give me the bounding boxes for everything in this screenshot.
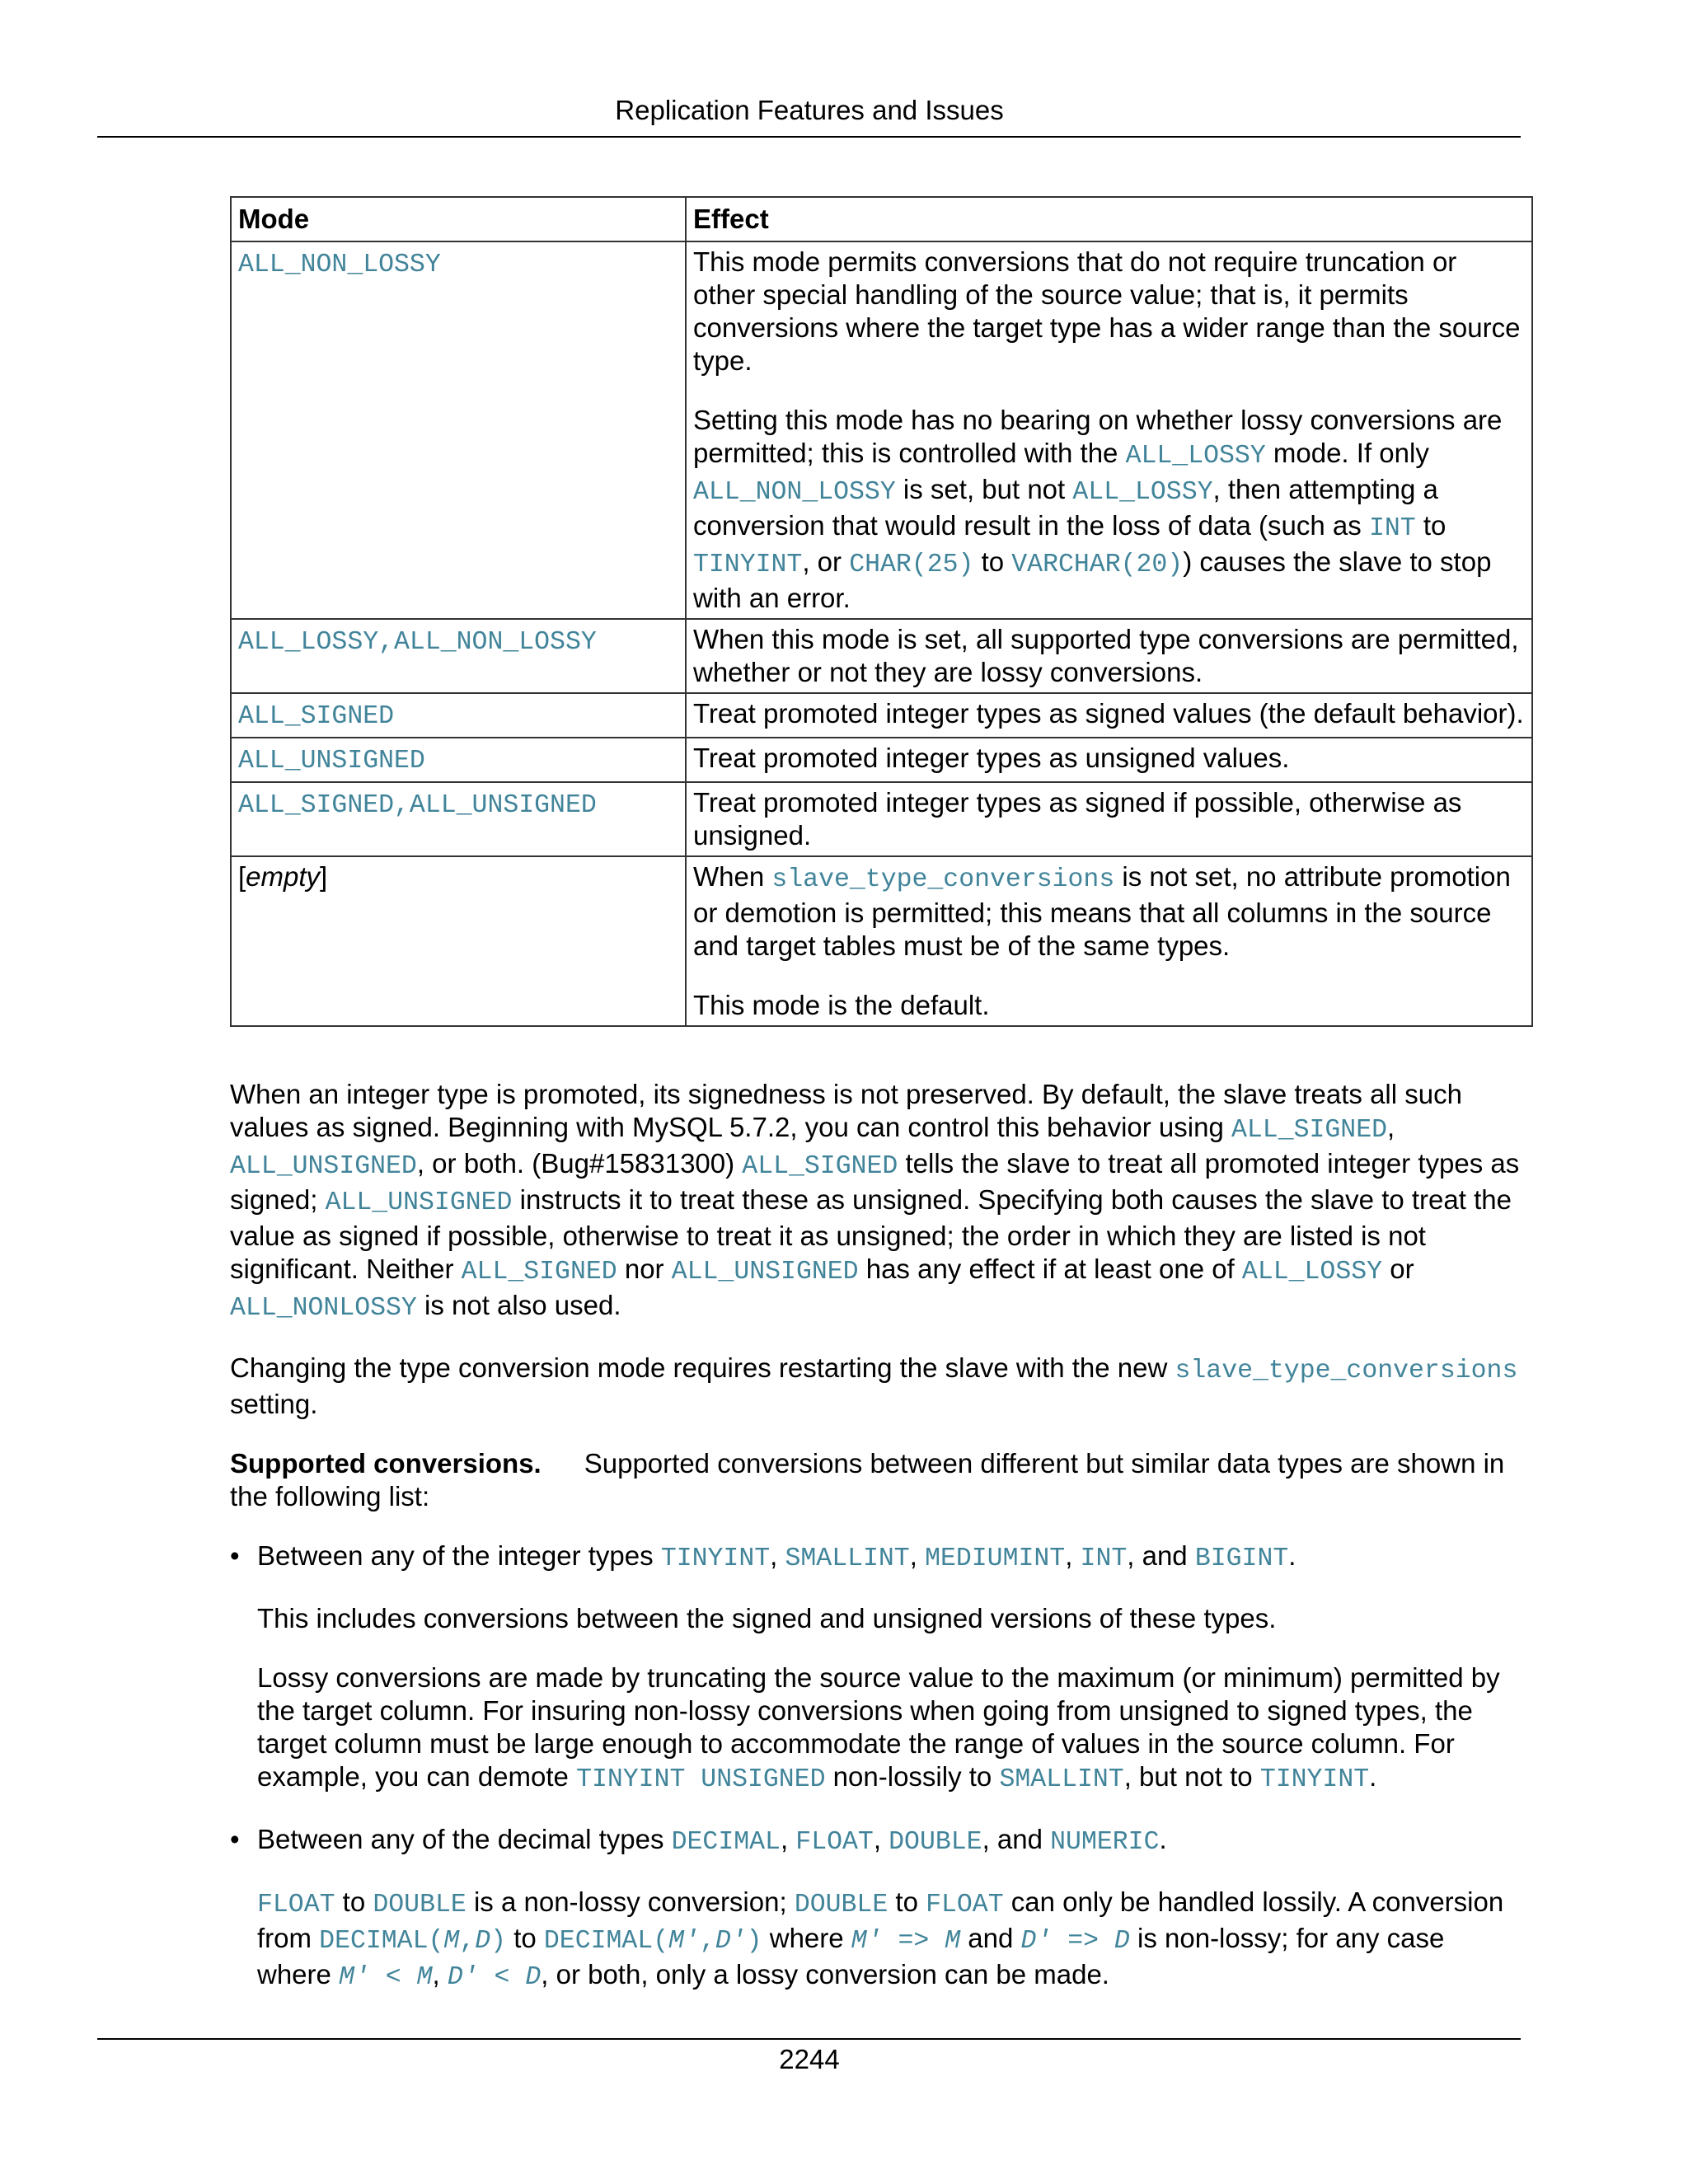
table-row (231, 856, 1532, 1026)
code-literal: ALL_LOSSY (1072, 478, 1213, 507)
code-literal: TINYINT UNSIGNED (576, 1765, 826, 1794)
list-item: • Between any of the decimal types DECIMAL, FLOAT, DOUBLE, and NUMERIC. FLOAT to DOUBLE is a non-lossy conversion; DOUBLE to FLOAT can only be handled lossily. A conversion from DECIMAL(M,D) to DECIMAL(M',D') where M' => M and D' => D is non-lossy; for any case where M' < M, D' < D, or both, only a lossy conversion can be made. (230, 1823, 1526, 1994)
paragraph-signedness: When an integer type is promoted, its signedness is not preserved. By default, the slave treats all such values as signed. Beginning with MySQL 5.7.2, you can control this behavior using ALL_SIGNED, ALL_UNSIGNED, or both. (Bug#15831300) ALL_SIGNED tells the slave to treat all promoted integer types as signed; ALL_UNSIGNED instructs it to treat these as unsigned. Specifying both causes the slave to treat the value as signed if possible, otherwise to treat it as unsigned; the order in which they are listed is not significant. Neither ALL_SIGNED nor ALL_UNSIGNED has any effect if at least one of ALL_LOSSY or ALL_NONLOSSY is not also used. (230, 1079, 1520, 1323)
code-literal: TINYINT (660, 1544, 771, 1573)
code-literal: M' < M (339, 1963, 433, 1992)
mode-cell (231, 782, 686, 856)
code-literal: MEDIUMINT (925, 1544, 1066, 1573)
column-header-effect: Effect (686, 197, 1532, 241)
code-literal: FLOAT (795, 1828, 874, 1857)
code-literal: DOUBLE (373, 1891, 467, 1919)
bullet-icon: • (230, 1540, 240, 1571)
code-literal: ALL_UNSIGNED (230, 1152, 417, 1181)
effect-text: Setting this mode has no bearing on whether lossy conversions are permitted; this is controlled with the ALL_LOSSY mode. If only ALL_NON_LOSSY is set, but not ALL_LOSSY, then attempting a conversion that would result in the loss of data (such as INT to TINYINT, or CHAR(25) to VARCHAR(20)) causes the slave to stop with an error. (693, 405, 1503, 613)
code-literal: D' < D (447, 1963, 542, 1992)
code-literal: DECIMAL(M,D) (319, 1927, 507, 1956)
mode-cell (231, 693, 686, 738)
code-literal: SMALLINT (785, 1544, 910, 1573)
code-literal: ALL_SIGNED (742, 1152, 898, 1181)
paragraph-restart: Changing the type conversion mode requires restarting the slave with the new slave_type_conversions setting. (230, 1352, 1518, 1419)
code-literal: ALL_UNSIGNED (671, 1258, 859, 1286)
effect-cell: When this mode is set, all supported type conversions are permitted, whether or not they are lossy conversions. (686, 619, 1532, 693)
list-item-text: FLOAT to DOUBLE is a non-lossy conversion; DOUBLE to FLOAT can only be handled lossily. A conversion from DECIMAL(M,D) to DECIMAL(M',D') where M' => M and D' => D is non-lossy; for any case where M' < M, D' < D, or both, only a lossy conversion can be made. (257, 1886, 1504, 1992)
code-literal: BIGINT (1194, 1544, 1289, 1573)
code-literal: DECIMAL(M',D') (543, 1927, 762, 1956)
code-literal: TINYINT (1259, 1765, 1370, 1794)
body-text (230, 1078, 1526, 2021)
code-literal: DOUBLE (794, 1891, 889, 1919)
conversions-list (230, 1540, 1526, 1994)
bullet-icon: • (230, 1824, 240, 1854)
effect-text: When slave_type_conversions is not set, no attribute promotion or demotion is permitted; this means that all columns in the source and target tables must be of the same types. (693, 861, 1511, 961)
table-row (231, 738, 1532, 782)
mode-value: ALL_SIGNED (238, 702, 395, 731)
code-literal: slave_type_conversions (771, 865, 1115, 894)
code-literal: INT (1368, 514, 1416, 543)
code-literal: M' => M (851, 1927, 961, 1956)
code-literal: ALL_SIGNED (1231, 1116, 1388, 1145)
code-literal: ALL_SIGNED (461, 1258, 617, 1286)
code-literal: ALL_UNSIGNED (325, 1188, 513, 1217)
section-lead-in: Supported conversions. (230, 1448, 542, 1479)
code-literal: VARCHAR(20) (1011, 551, 1184, 579)
table-row (231, 693, 1532, 738)
code-literal: DECIMAL (671, 1828, 781, 1857)
conversion-modes-table (230, 196, 1533, 1027)
effect-cell (686, 241, 1532, 619)
code-literal: DOUBLE (889, 1828, 982, 1857)
code-literal: ALL_LOSSY (1241, 1258, 1383, 1286)
effect-cell: Treat promoted integer types as unsigned values. (686, 738, 1532, 782)
list-item-text: Lossy conversions are made by truncating the source value to the maximum (or minimum) permitted by the target column. For insuring non-lossy conversions when going from unsigned to signed types, the target column must be large enough to accommodate the range of values in the source column. For example, you can demote TINYINT UNSIGNED non-lossily to SMALLINT, but not to TINYINT. (257, 1662, 1500, 1794)
running-header: Replication Features and Issues (615, 95, 1004, 125)
code-literal: FLOAT (257, 1891, 335, 1919)
mode-cell (231, 241, 686, 619)
header-rule (97, 136, 1521, 138)
list-item: • Between any of the integer types TINYINT, SMALLINT, MEDIUMINT, INT, and BIGINT. This includes conversions between the signed and unsigned versions of these types. Lossy conversions are made by truncating the source value to the maximum (or minimum) permitted by the target column. For insuring non-lossy conversions when going from unsigned to signed types, the target column must be large enough to accommodate the range of values in the source column. For example, you can demote TINYINT UNSIGNED non-lossily to SMALLINT, but not to TINYINT. (230, 1540, 1526, 1797)
table-header-row (231, 197, 1532, 241)
mode-cell (231, 738, 686, 782)
table-row (231, 782, 1532, 856)
table-row (231, 619, 1532, 693)
table-row (231, 241, 1532, 619)
mode-cell: [empty] (231, 856, 686, 1026)
code-literal: INT (1080, 1544, 1128, 1573)
column-header-mode: Mode (231, 197, 686, 241)
mode-value: ALL_NON_LOSSY (238, 251, 441, 279)
effect-text: This mode permits conversions that do not require truncation or other special handling of the source value; that is, it permits conversions where the target type has a wider range than the source type. (693, 246, 1521, 376)
code-literal: NUMERIC (1050, 1828, 1160, 1857)
paragraph-supported-conversions: Supported conversions. Supported conversions between different but similar data types are shown in the following list: (230, 1448, 1505, 1511)
page-number: 2244 (779, 2044, 840, 2074)
mode-value: ALL_SIGNED,ALL_UNSIGNED (238, 791, 597, 820)
mode-value: empty (246, 861, 321, 892)
code-literal: TINYINT (693, 551, 803, 579)
effect-cell: Treat promoted integer types as signed values (the default behavior). (686, 693, 1532, 738)
code-literal: SMALLINT (999, 1765, 1124, 1794)
mode-value: ALL_UNSIGNED (238, 747, 425, 776)
code-literal: slave_type_conversions (1175, 1357, 1518, 1385)
effect-text: This mode is the default. (693, 990, 990, 1020)
code-literal: D' => D (1020, 1927, 1130, 1956)
footer-rule (97, 2038, 1521, 2040)
effect-cell (686, 856, 1532, 1026)
mode-value: ALL_LOSSY,ALL_NON_LOSSY (238, 628, 597, 657)
list-item-text: This includes conversions between the signed and unsigned versions of these types. (257, 1603, 1277, 1633)
mode-cell (231, 619, 686, 693)
code-literal: ALL_LOSSY (1125, 442, 1266, 471)
code-literal: FLOAT (926, 1891, 1004, 1919)
effect-cell: Treat promoted integer types as signed if possible, otherwise as unsigned. (686, 782, 1532, 856)
code-literal: ALL_NONLOSSY (230, 1294, 417, 1323)
code-literal: ALL_NON_LOSSY (693, 478, 896, 507)
code-literal: CHAR(25) (849, 551, 974, 579)
